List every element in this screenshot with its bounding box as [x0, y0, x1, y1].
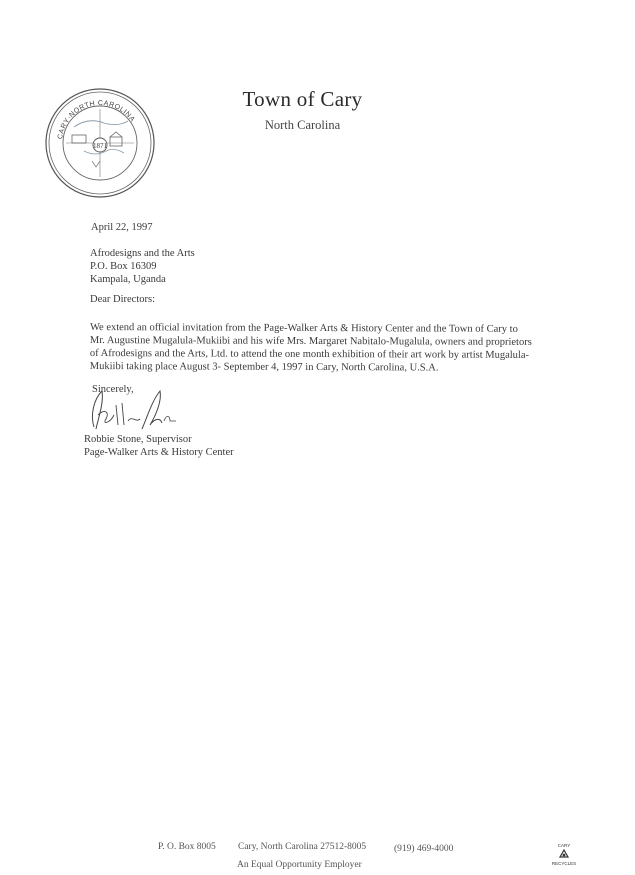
recycle-logo-bottom-text: RECYCLES	[551, 861, 577, 866]
footer-city: Cary, North Carolina 27512-8005	[238, 842, 367, 852]
recycle-logo-top-text: CARY	[557, 843, 571, 848]
recipient-line: P.O. Box 16309	[90, 261, 157, 272]
signer-name: Robbie Stone, Supervisor	[84, 434, 192, 445]
letterhead-subtitle: North Carolina	[264, 118, 341, 132]
letter-date: April 22, 1997	[91, 222, 153, 233]
letter-body	[90, 321, 532, 375]
footer-equal-opportunity: An Equal Opportunity Employer	[237, 860, 362, 870]
cary-recycles-logo	[550, 843, 578, 875]
recycle-icon	[558, 849, 570, 861]
footer-phone: (919) 469-4000	[394, 844, 454, 854]
seal-year: 1871	[93, 142, 107, 150]
footer-pobox: P. O. Box 8005	[158, 842, 216, 852]
salutation: Dear Directors:	[90, 294, 156, 305]
recipient-line: Afrodesigns and the Arts	[90, 248, 195, 259]
signature-block	[84, 433, 234, 459]
body-line: Mr. Augustine Mugalula-Mukiibi and his wife Mrs. Margaret Nabitalo-Mugalula, owners and proprietors	[89, 334, 532, 348]
body-line: We extend an official invitation from the Page-Walker Arts & History Center and the Town of Cary to	[89, 322, 518, 335]
signer-organization: Page-Walker Arts & History Center	[84, 447, 234, 458]
handwritten-signature	[80, 385, 180, 435]
closing: Sincerely,	[92, 384, 134, 395]
svg-text:CARY·NORTH CAROLINA	[57, 100, 136, 140]
letterhead-title: Town of Cary	[242, 87, 363, 111]
body-line: Mukiibi taking place August 3- September 4, 1997 in Cary, North Carolina, U.S.A.	[89, 360, 439, 374]
seal-ring-text: CARY·NORTH CAROLINA	[57, 99, 136, 140]
recipient-line: Kampala, Uganda	[90, 274, 166, 285]
town-seal-icon	[44, 87, 156, 199]
body-line: of Afrodesigns and the Arts, Ltd. to attend the one month exhibition of their art work by artist Mugalula-	[89, 347, 530, 361]
recipient-address	[90, 247, 195, 286]
